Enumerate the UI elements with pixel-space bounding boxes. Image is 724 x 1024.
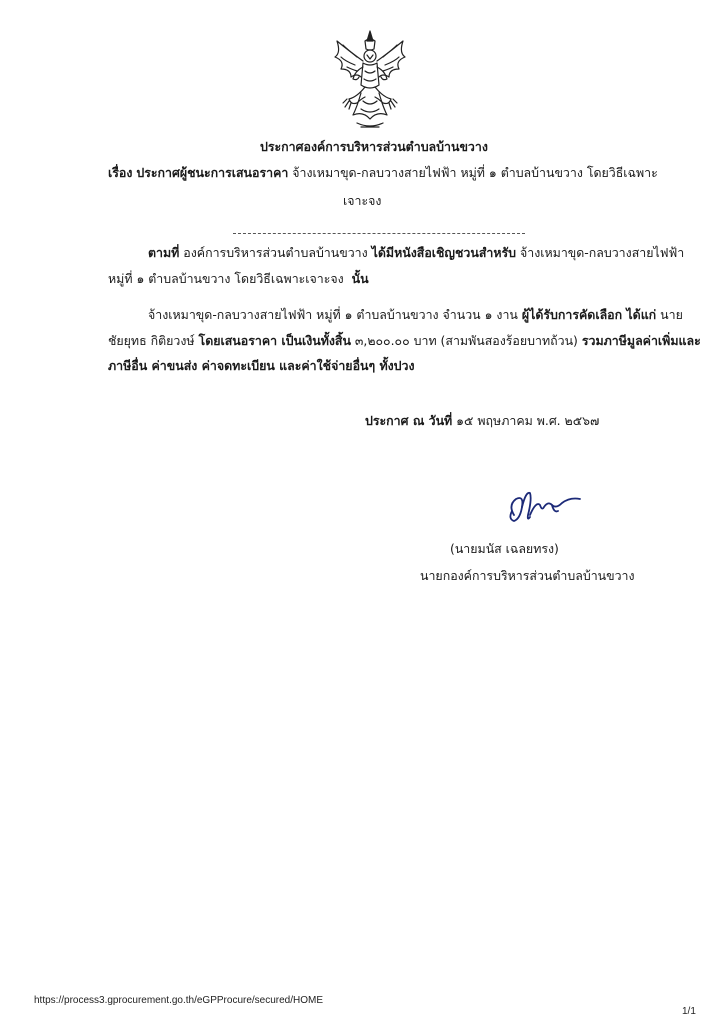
paragraph-1-line-1 — [148, 245, 684, 261]
paragraph-2-line-1 — [148, 307, 683, 323]
p2-project: จ้างเหมาขุด-กลบวางสายไฟฟ้า หมู่ที่ ๑ ตำบลบ้านขวาง จำนวน ๑ งาน — [148, 307, 518, 322]
subject-title: ประกาศผู้ชนะการเสนอราคา — [136, 165, 289, 180]
subject-line-2: เจาะจง — [343, 193, 382, 208]
p2-winner-name: ชัยยุทธ กิติยวงษ์ — [108, 333, 195, 348]
handwritten-signature — [500, 485, 590, 530]
footer-url: https://process3.gprocurement.go.th/eGPProcure/secured/HOME — [34, 995, 324, 1006]
subject-text: จ้างเหมาขุด-กลบวางสายไฟฟ้า หมู่ที่ ๑ ตำบลบ้านขวาง โดยวิธีเฉพาะ — [292, 165, 658, 180]
p1-location: หมู่ที่ ๑ ตำบลบ้านขวาง โดยวิธีเฉพาะเจาะจง — [108, 271, 344, 286]
garuda-emblem-icon — [327, 27, 413, 135]
announce-line — [365, 413, 599, 429]
separator-line — [233, 233, 525, 234]
p2-price: ๓,๒๐๐.๐๐ บาท (สามพันสองร้อยบาทถ้วน) — [354, 333, 578, 348]
footer-page-number: 1/1 — [682, 1006, 696, 1017]
p1-org: องค์การบริหารส่วนตำบลบ้านขวาง — [183, 245, 368, 260]
p2-vat: รวมภาษีมูลค่าเพิ่มและ — [581, 333, 701, 348]
paragraph-1-line-2 — [108, 271, 369, 287]
paragraph-2-line-3: ภาษีอื่น ค่าขนส่ง ค่าจดทะเบียน และค่าใช้จ่ายอื่นๆ ทั้งปวง — [108, 358, 415, 373]
announce-date: ๑๕ พฤษภาคม พ.ศ. ๒๕๖๗ — [456, 413, 600, 428]
p1-end: นั้น — [351, 271, 369, 286]
signer-name: (นายมนัส เฉลยทรง) — [450, 541, 559, 556]
paragraph-2-line-2 — [108, 333, 701, 349]
p1-invite: ได้มีหนังสือเชิญชวนสำหรับ — [371, 245, 517, 260]
subject-line — [108, 165, 658, 181]
p2-winner-label: ผู้ได้รับการคัดเลือก ได้แก่ — [521, 307, 657, 322]
announce-label: ประกาศ ณ วันที่ — [365, 413, 453, 428]
p2-title: นาย — [660, 307, 683, 322]
subject-label: เรื่อง — [108, 165, 133, 180]
p1-project: จ้างเหมาขุด-กลบวางสายไฟฟ้า — [519, 245, 685, 260]
p1-lead: ตามที่ — [148, 245, 180, 260]
p2-price-label: โดยเสนอราคา เป็นเงินทั้งสิ้น — [198, 333, 351, 348]
organization-heading: ประกาศองค์การบริหารส่วนตำบลบ้านขวาง — [260, 139, 488, 154]
signer-position: นายกองค์การบริหารส่วนตำบลบ้านขวาง — [420, 568, 635, 583]
